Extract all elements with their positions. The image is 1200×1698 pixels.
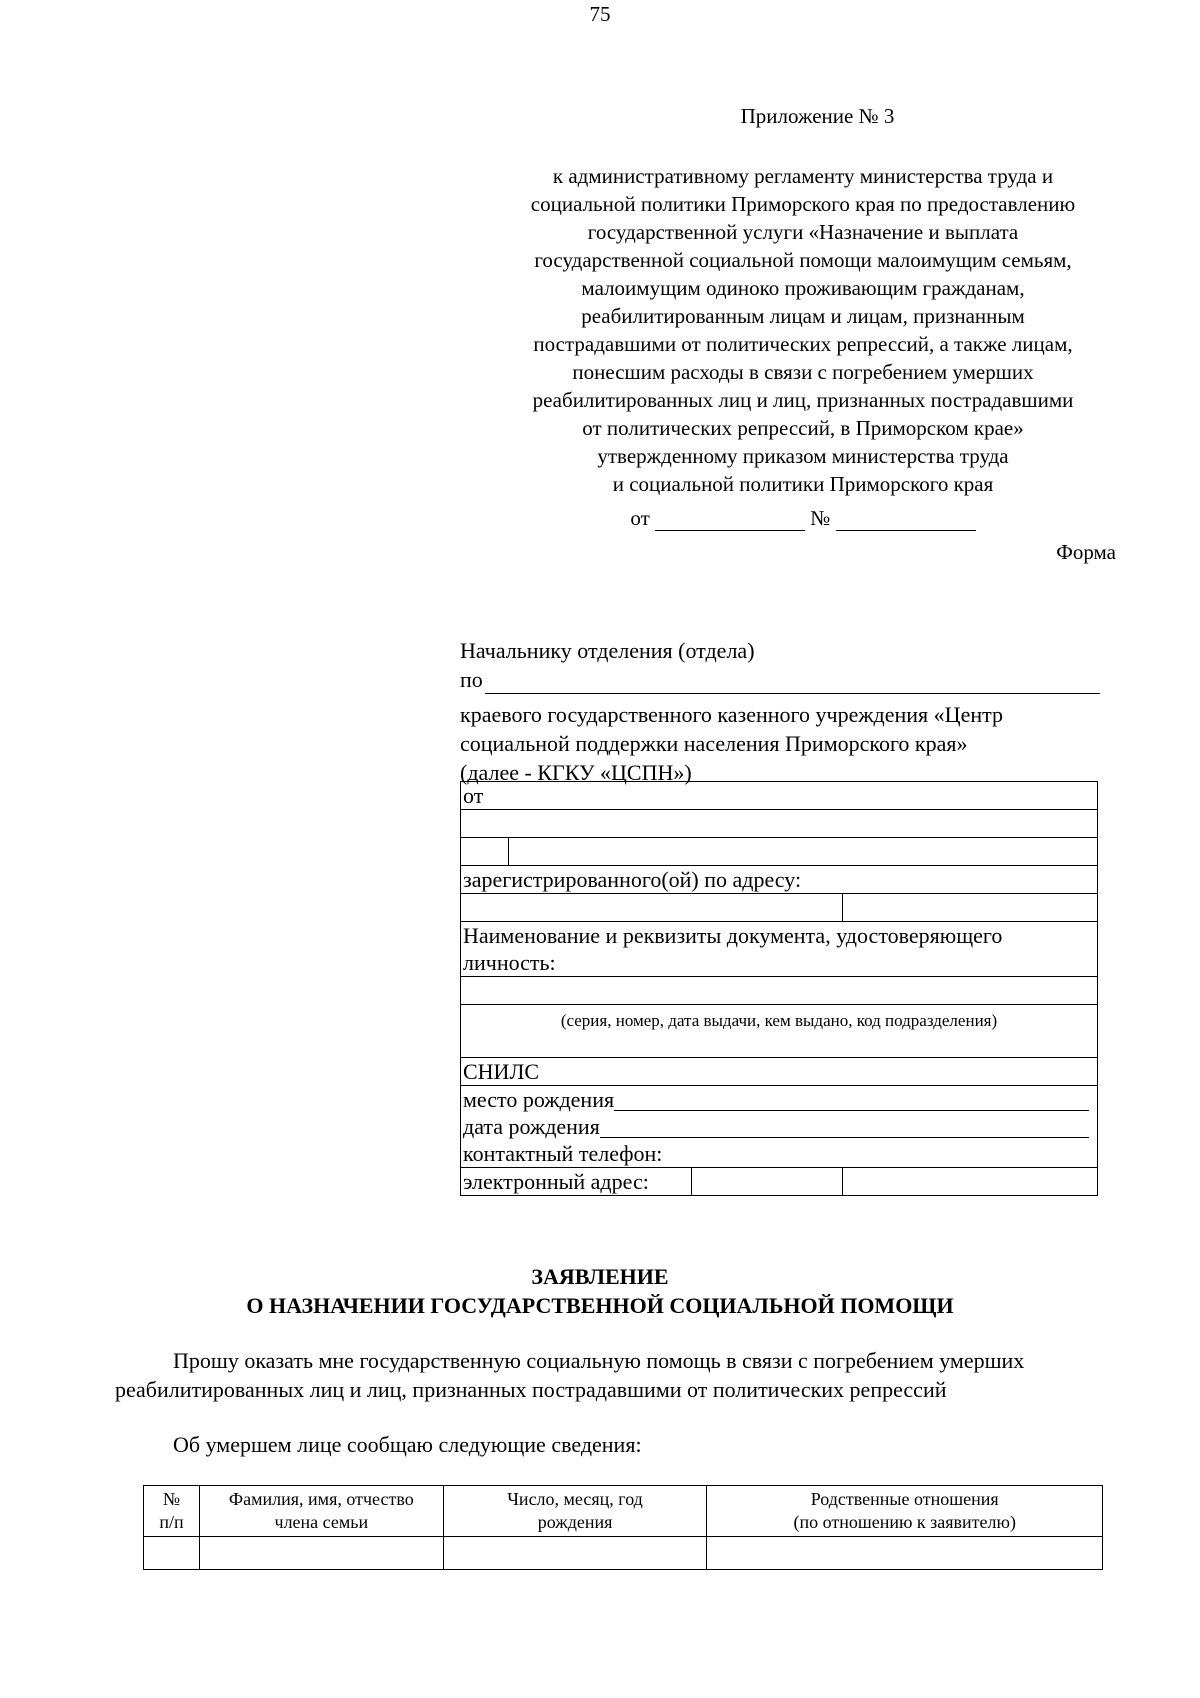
addressee-line: Начальнику отделения (отдела) [460,638,755,663]
appendix-line: малоимущим одиноко проживающим гражданам, [581,276,1025,300]
email-field-a[interactable] [692,1168,842,1195]
header-text: № [162,1489,181,1509]
form-label: Форма [1056,540,1116,564]
addressee-line: социальной поддержки населения Приморского края» [460,731,968,756]
email-row [461,1168,843,1196]
po-label: по [460,667,483,692]
addressee-po-line [460,665,1100,694]
table-header-row [144,1486,1103,1537]
cell-full-name[interactable] [199,1537,443,1570]
birthplace-label: место рождения [463,1087,615,1112]
appendix-line: понесшим расходы в связи с погребением умерших [572,360,1034,384]
email-field-b[interactable] [842,1168,1097,1196]
snils-label: СНИЛС [461,1058,1098,1086]
birthdate-field[interactable] [600,1115,1089,1138]
appendix-line: к административному регламенту министерства труда и [552,164,1054,188]
header-text: (по отношению к заявителю) [793,1512,1016,1532]
email-label: электронный адрес: [461,1168,692,1195]
header-birth-date [443,1486,707,1537]
addressee-line: краевого государственного казенного учреждения «Центр [460,702,1003,727]
appendix-line: утвержденному приказом министерства труда [597,444,1009,468]
applicant-info-table [460,781,1098,1196]
request-line: реабилитированных лиц и лиц, признанных пострадавшими от политических репрессий [115,1377,947,1402]
page-number: 75 [589,2,611,26]
applicant-name-cell-a[interactable] [461,838,509,866]
id-document-label [461,922,1098,977]
appendix-title [0,104,1200,129]
header-text: Родственные отношения [810,1489,999,1509]
number-sign: № [810,506,831,530]
appendix-title-text: Приложение № 3 [740,104,895,128]
header-text: члена семьи [274,1512,369,1532]
heading-line: О НАЗНАЧЕНИИ ГОСУДАРСТВЕННОЙ СОЦИАЛЬНОЙ ПОМОЩИ [246,1293,954,1318]
header-text: рождения [537,1512,613,1532]
id-document-hint: (серия, номер, дата выдачи, кем выдано, код подразделения) [461,1005,1098,1058]
applicant-from-label: от [461,782,1098,810]
appendix-line: пострадавшими от политических репрессий, а также лицам, [533,332,1073,356]
appendix-line: реабилитированным лицам и лицам, признанным [581,304,1025,328]
header-number [144,1486,200,1537]
id-document-line: Наименование и реквизиты документа, удостоверяющего [463,923,1003,948]
phone-label: контактный телефон: [461,1140,1098,1168]
header-text: Фамилия, имя, отчество [228,1489,414,1509]
appendix-line: от политических репрессий, в Приморском крае» [582,416,1024,440]
addressee-line: (далее - КГКУ «ЦСПН») [460,760,692,785]
header-text: п/п [159,1512,184,1532]
birthplace-field[interactable] [614,1088,1089,1111]
applicant-name-field[interactable] [461,810,1098,838]
appendix-description [470,162,1136,498]
applicant-name-cell-b[interactable] [508,838,1097,866]
cell-relationship[interactable] [707,1537,1103,1570]
appendix-line: реабилитированных лиц и лиц, признанных пострадавшими [532,388,1074,412]
order-date-blank[interactable] [655,508,805,531]
order-number-blank[interactable] [836,508,976,531]
registered-address-label: зарегистрированного(ой) по адресу: [461,866,1098,894]
request-paragraph [115,1346,1125,1404]
appendix-line: и социальной политики Приморского края [612,472,994,496]
birthdate-label: дата рождения [463,1114,600,1139]
request-line: Прошу оказать мне государственную социальную помощь в связи с погребением умерших [173,1348,1025,1373]
appendix-line: государственной услуги «Назначение и выплата [587,220,1019,244]
deceased-persons-table [143,1485,1103,1570]
order-date-line [470,506,1136,531]
birthplace-row [461,1086,1098,1114]
department-field[interactable] [485,669,1100,694]
addressee-block [460,636,1100,787]
application-heading [0,1262,1200,1320]
address-field-b[interactable] [842,894,1097,922]
id-document-line: личность: [463,950,556,975]
cell-number[interactable] [144,1537,200,1570]
heading-line: ЗАЯВЛЕНИЕ [531,1264,669,1289]
header-full-name [199,1486,443,1537]
birthdate-row [461,1113,1098,1140]
deceased-intro: Об умершем лице сообщаю следующие сведения: [173,1432,642,1457]
header-text: Число, месяц, год [507,1489,643,1509]
header-relationship [707,1486,1103,1537]
date-prefix: от [630,506,650,530]
cell-birth-date[interactable] [443,1537,707,1570]
appendix-line: социальной политики Приморского края по предоставлению [530,192,1076,216]
table-row [144,1537,1103,1570]
appendix-line: государственной социальной помощи малоимущим семьям, [534,248,1072,272]
address-field-a[interactable] [461,894,843,922]
id-document-field[interactable] [461,977,1098,1005]
